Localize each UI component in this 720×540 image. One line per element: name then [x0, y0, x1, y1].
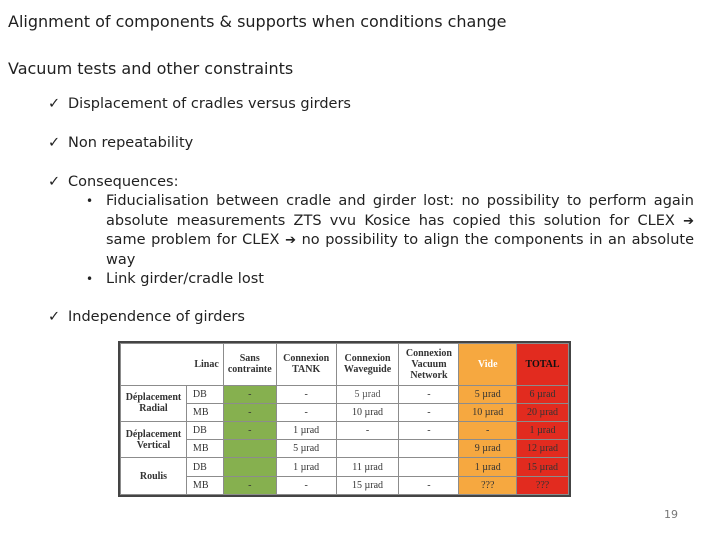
cell-vide: ???: [459, 476, 517, 494]
cell-tank: -: [276, 476, 336, 494]
table-row: [121, 403, 569, 421]
bullet-dot-icon: •: [86, 194, 94, 208]
cell-vide: 5 µrad: [459, 385, 517, 403]
cell-linac: DB: [186, 422, 223, 440]
cell-vacuum: -: [399, 403, 459, 421]
cell-vacuum: -: [399, 422, 459, 440]
cell-linac: DB: [186, 385, 223, 403]
bullet-text: Consequences:: [68, 174, 179, 190]
cell-vacuum: -: [399, 385, 459, 403]
bullet-dot-icon: •: [86, 272, 94, 286]
cell-linac: DB: [186, 458, 223, 476]
cell-vacuum: -: [399, 476, 459, 494]
cell-wave: 5 µrad: [336, 385, 399, 403]
bullet-text: Displacement of cradles versus girders: [68, 96, 351, 112]
cell-wave: 10 µrad: [336, 403, 399, 421]
table-row: [121, 422, 569, 440]
cell-linac: MB: [186, 440, 223, 458]
cell-sans: -: [223, 403, 276, 421]
arrow-right-icon: ➔: [683, 213, 695, 229]
cell-sans: -: [223, 385, 276, 403]
group-radial: Déplacement Radial: [121, 385, 187, 421]
bullet-independence: [48, 309, 245, 325]
cell-wave: -: [336, 422, 399, 440]
cell-wave: [336, 440, 399, 458]
cell-sans: -: [223, 422, 276, 440]
cell-total: 20 µrad: [517, 403, 569, 421]
sub-text: Link girder/cradle lost: [106, 271, 264, 287]
sub-text-part1: Fiducialisation between cradle and girder lost: no possibility to perform again absolute measurements ZTS vvu Kosice has copied this solution for CLEX: [106, 193, 694, 229]
arrow-right-icon: ➔: [285, 233, 296, 248]
cell-total: 1 µrad: [517, 422, 569, 440]
sub-bullet-link-lost: [84, 270, 694, 290]
bullet-non-repeatability: [48, 135, 193, 151]
slide-subtitle: Vacuum tests and other constraints: [8, 59, 294, 78]
header-linac: Linac: [121, 344, 224, 386]
cell-vide: 9 µrad: [459, 440, 517, 458]
check-icon: ✓: [48, 135, 61, 151]
cell-tank: 1 µrad: [276, 422, 336, 440]
group-vertical: Déplacement Vertical: [121, 422, 187, 458]
cell-vide: -: [459, 422, 517, 440]
cell-linac: MB: [186, 476, 223, 494]
sub-bullet-fiducialisation: [84, 192, 694, 270]
cell-tank: 5 µrad: [276, 440, 336, 458]
cell-wave: 11 µrad: [336, 458, 399, 476]
sub-text-part2: same problem for CLEX: [106, 232, 280, 248]
table-row: [121, 458, 569, 476]
check-icon: ✓: [48, 309, 61, 325]
cell-vacuum: [399, 458, 459, 476]
header-vide: Vide: [459, 344, 517, 386]
table-row: [121, 385, 569, 403]
group-roulis: Roulis: [121, 458, 187, 495]
cell-sans: [223, 458, 276, 476]
cell-tank: 1 µrad: [276, 458, 336, 476]
slide-title: Alignment of components & supports when conditions change: [8, 12, 507, 31]
bullet-displacement: [48, 96, 351, 112]
bullet-consequences: [48, 174, 179, 190]
consequences-list: [84, 192, 694, 290]
cell-total: ???: [517, 476, 569, 494]
header-sans-contrainte: Sans contrainte: [223, 344, 276, 386]
cell-total: 12 µrad: [517, 440, 569, 458]
page-number: 19: [664, 508, 678, 521]
cell-tank: -: [276, 403, 336, 421]
check-icon: ✓: [48, 96, 61, 112]
header-connexion-waveguide: Connexion Waveguide: [336, 344, 399, 386]
table-row: [121, 440, 569, 458]
displacement-table: [118, 341, 571, 497]
cell-sans: -: [223, 476, 276, 494]
cell-vide: 10 µrad: [459, 403, 517, 421]
cell-tank: -: [276, 385, 336, 403]
cell-total: 6 µrad: [517, 385, 569, 403]
cell-vide: 1 µrad: [459, 458, 517, 476]
header-connexion-vacuum: Connexion Vacuum Network: [399, 344, 459, 386]
cell-wave: 15 µrad: [336, 476, 399, 494]
header-total: TOTAL: [517, 344, 569, 386]
table-row: [121, 476, 569, 494]
bullet-text: Independence of girders: [68, 309, 245, 325]
bullet-text: Non repeatability: [68, 135, 194, 151]
cell-sans: [223, 440, 276, 458]
check-icon: ✓: [48, 174, 61, 190]
cell-linac: MB: [186, 403, 223, 421]
sub-text-part3: no possibility to align the components in an absolute way: [106, 232, 695, 268]
header-connexion-tank: Connexion TANK: [276, 344, 336, 386]
cell-vacuum: [399, 440, 459, 458]
cell-total: 15 µrad: [517, 458, 569, 476]
